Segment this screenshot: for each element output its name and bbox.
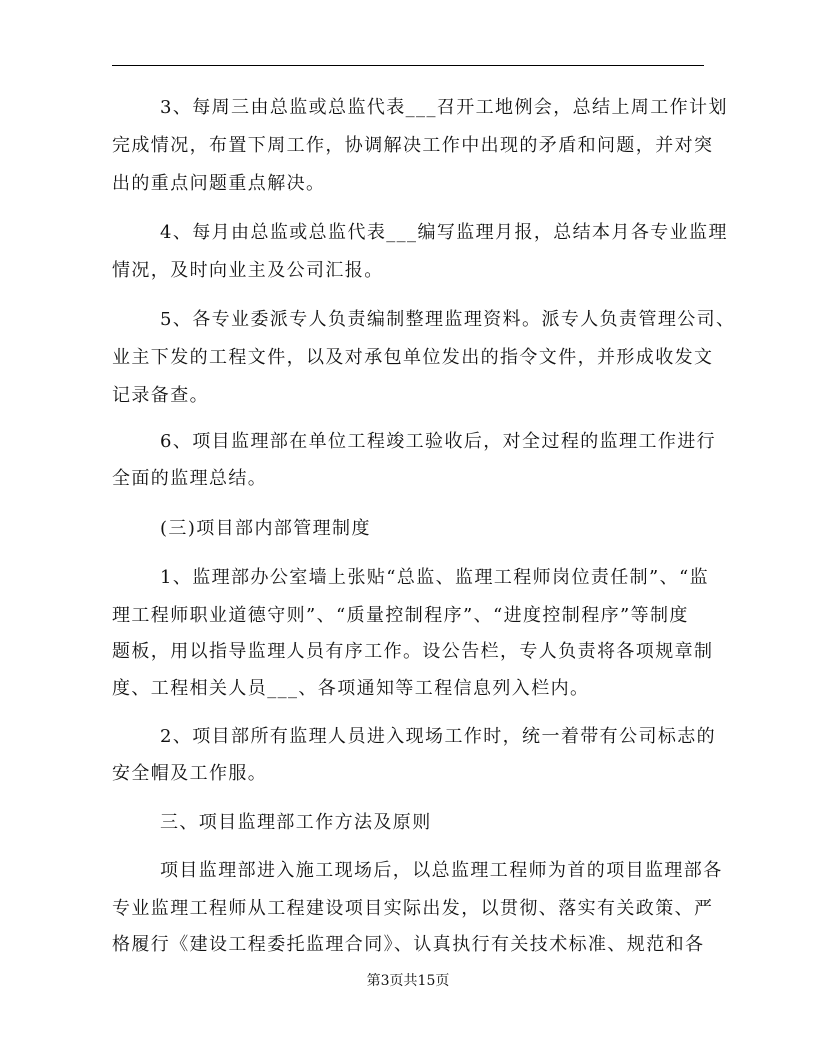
item-1-line-3: 题板，用以指导监理人员有序工作。设公告栏，专人负责将各项规章制: [112, 641, 714, 662]
paragraph-3-line-3: 出的重点问题重点解决。: [112, 173, 326, 194]
paragraph-4-line-2: 情况，及时向业主及公司汇报。: [112, 260, 384, 281]
paragraph-5-line-2: 业主下发的工程文件，以及对承包单位发出的指令文件，并形成收发文: [112, 347, 714, 368]
page-number-footer: 第3页共15页: [366, 973, 450, 989]
section-heading-3: 三、项目监理部工作方法及原则: [160, 812, 432, 833]
paragraph-5-line-1: 5、各专业委派专人负责编制整理监理资料。派专人负责管理公司、: [160, 309, 736, 330]
item-1-line-2: 理工程师职业道德守则”、“质量控制程序”、“进度控制程序”等制度: [112, 605, 689, 626]
paragraph-6-line-2: 全面的监理总结。: [112, 468, 268, 489]
item-2-line-2: 安全帽及工作服。: [112, 763, 268, 784]
body-line-1: 项目监理部进入施工现场后，以总监理工程师为首的项目监理部各: [160, 860, 723, 881]
paragraph-3-line-2: 完成情况，布置下周工作，协调解决工作中出现的矛盾和问题，并对突: [112, 135, 714, 156]
paragraph-3-line-1: 3、每周三由总监或总监代表___召开工地例会，总结上周工作计划: [160, 97, 728, 118]
paragraph-4-line-1: 4、每月由总监或总监代表___编写监理月报，总结本月各专业监理: [160, 222, 728, 243]
paragraph-5-line-3: 记录备查。: [112, 385, 209, 406]
paragraph-6-line-1: 6、项目监理部在单位工程竣工验收后，对全过程的监理工作进行: [160, 431, 717, 452]
subheading-internal-management: (三)项目部内部管理制度: [160, 518, 371, 539]
item-1-line-4: 度、工程相关人员___、各项通知等工程信息列入栏内。: [112, 678, 590, 699]
item-1-line-1: 1、监理部办公室墙上张贴“总监、监理工程师岗位责任制”、“监: [160, 567, 710, 588]
body-line-3: 格履行《建设工程委托监理合同》、认真执行有关技术标准、规范和各: [112, 934, 705, 955]
body-line-2: 专业监理工程师从工程建设项目实际出发，以贯彻、落实有关政策、严: [112, 898, 714, 919]
item-2-line-1: 2、项目部所有监理人员进入现场工作时，统一着带有公司标志的: [160, 726, 717, 747]
header-rule: [112, 65, 704, 66]
